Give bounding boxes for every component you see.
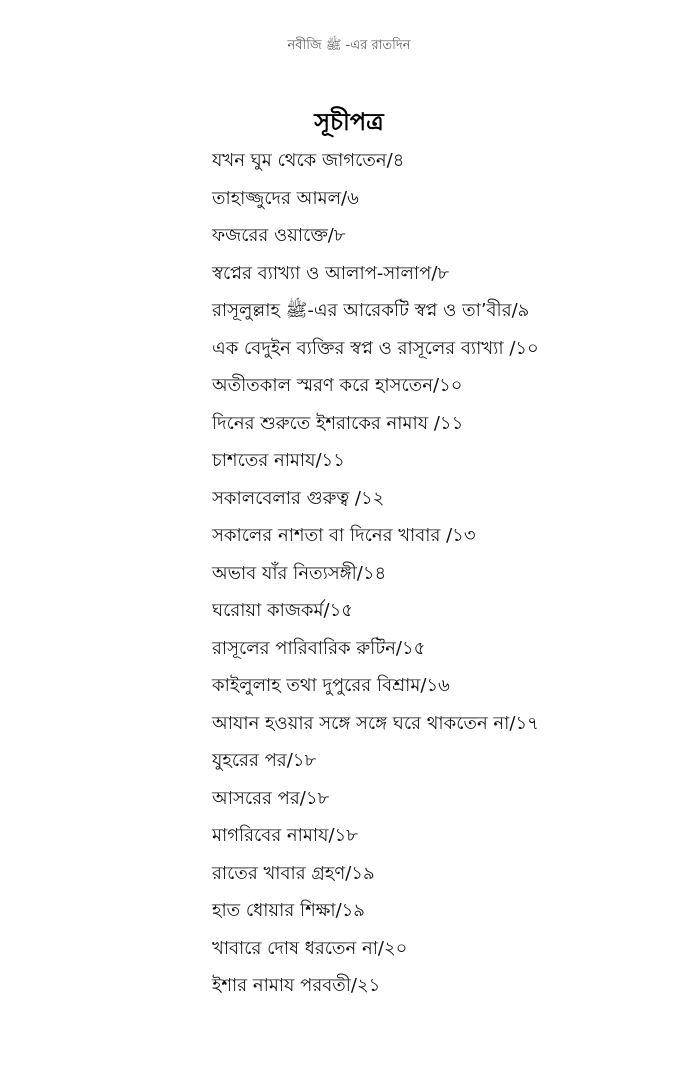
table-of-contents (212, 148, 682, 1011)
toc-entry: সকালবেলার গুরুত্ব /১২ (212, 487, 385, 509)
toc-entry: আসরের পর/১৮ (212, 787, 330, 809)
toc-entry: ইশার নামায পরবতী/২১ (212, 975, 381, 996)
toc-entry: ফজরের ওয়াক্তে/৮ (212, 225, 346, 246)
toc-entry: কাইলুলাহ তথা দুপুরের বিশ্রাম/১৬ (212, 675, 450, 696)
toc-entry: রাসূলের পারিবারিক রুটিন/১৫ (212, 637, 426, 659)
running-header: নবীজি ﷺ -এর রাতদিন (287, 38, 411, 53)
toc-entry: চাশতের নামায/১১ (212, 450, 345, 471)
toc-entry: ঘরোয়া কাজকর্ম/১৫ (212, 600, 353, 621)
toc-entry: মাগরিবের নামায/১৮ (212, 825, 358, 846)
toc-entry: সকালের নাশতা বা দিনের খাবার /১৩ (212, 525, 476, 546)
toc-entry: আযান হওয়ার সঙ্গে সঙ্গে ঘরে থাকতেন না/১৭ (212, 712, 539, 734)
toc-entry: দিনের শুরুতে ইশরাকের নামায /১১ (212, 412, 464, 434)
toc-entry: যুহরের পর/১৮ (212, 750, 317, 771)
toc-entry: হাত ধোয়ার শিক্ষা/১৯ (212, 900, 365, 921)
toc-entry: রাতের খাবার গ্রহণ/১৯ (212, 862, 375, 884)
toc-entry: রাসূলুল্লাহ ﷺ-এর আরেকটি স্বপ্ন ও তা’বীর/৯ (212, 300, 530, 321)
toc-entry: অভাব যাঁর নিত্যসঙ্গী/১৪ (212, 562, 387, 584)
toc-entry: এক বেদুইন ব্যক্তির স্বপ্ন ও রাসূলের ব্যাখ্যা /১০ (212, 337, 539, 359)
page-title: সূচীপত্র (314, 108, 384, 136)
toc-entry: খাবারে দোষ ধরতেন না/২০ (212, 937, 408, 959)
toc-entry: তাহাজ্জুদের আমল/৬ (212, 187, 359, 209)
toc-entry: স্বপ্নের ব্যাখ্যা ও আলাপ-সালাপ/৮ (212, 262, 450, 284)
toc-entry: যখন ঘুম থেকে জাগতেন/৪ (212, 150, 405, 171)
toc-entry: অতীতকাল স্মরণ করে হাসতেন/১০ (212, 375, 463, 396)
